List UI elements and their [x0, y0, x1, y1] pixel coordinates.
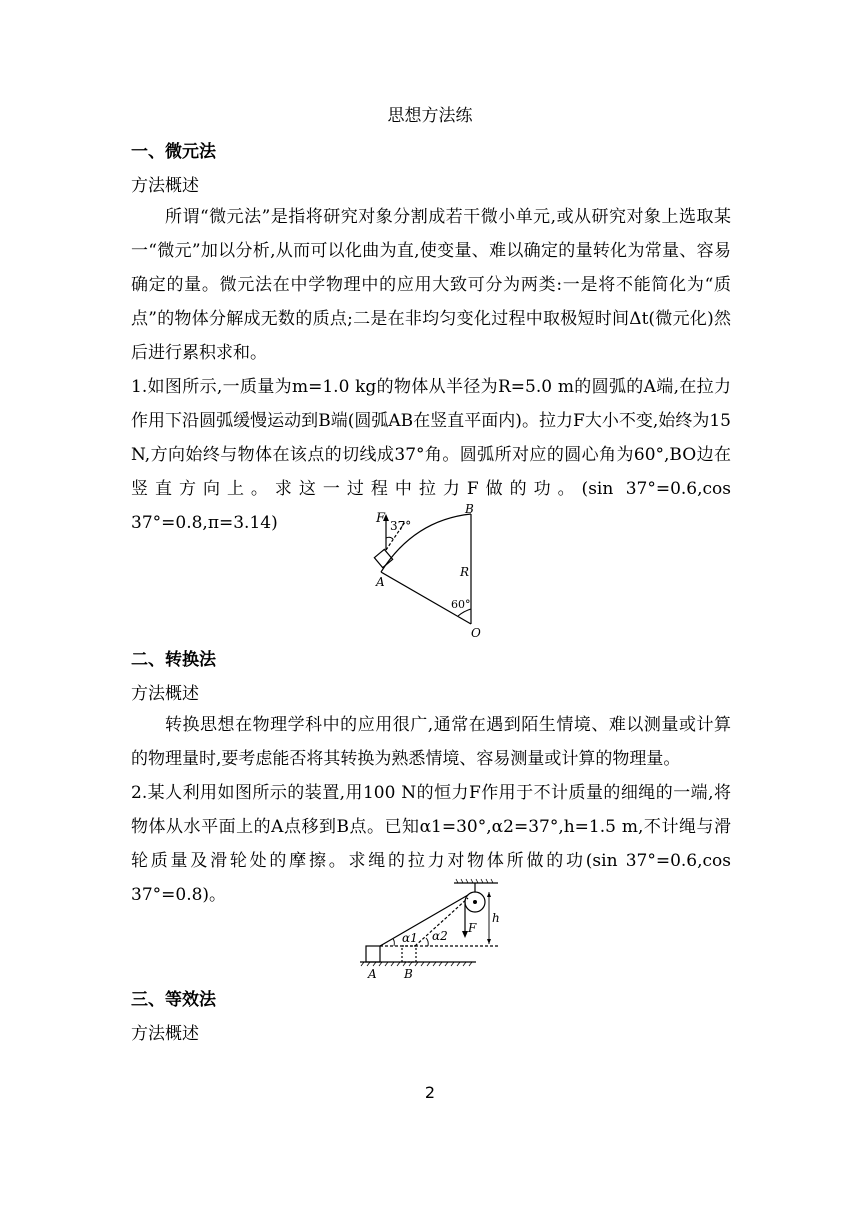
label-h: h — [492, 911, 500, 925]
section-heading-transformation: 二、转换法 — [131, 650, 216, 670]
label-37-degrees: 37° — [390, 519, 412, 533]
page-number: 2 — [424, 1083, 436, 1102]
block-at-a — [366, 946, 380, 962]
section-heading-micro-element: 一、微元法 — [131, 142, 216, 162]
label-o: O — [471, 626, 481, 640]
pulley-figure — [358, 878, 508, 984]
label-r: R — [460, 565, 470, 579]
method-overview-label: 方法概述 — [131, 1024, 199, 1044]
method-overview-label: 方法概述 — [131, 684, 199, 704]
arc-figure — [360, 500, 500, 642]
method-overview-text: 所谓“微元法”是指将研究对象分割成若干微小单元,或从研究对象上选取某一“微元”加以分析,从而可以化曲为直,使变量、难以确定的量转化为常量、容易确定的量。微元法在中学物理中的应用大致可分为两类:一是将不能简化为“质点”的物体分解成无数的质点;二是在非均匀变化过程中取极短时间Δt(微元化)然后进行累积求和。 — [131, 207, 731, 363]
problem-1-text: 1.如图所示,一质量为m=1.0 kg的物体从半径为R=5.0 m的圆弧的A端,在拉力作用下沿圆弧缓慢运动到B端(圆弧AB在竖直平面内)。拉力F大小不变,始终为15 N,方向始终与物体在该点的切线成37°角。圆弧所对应的圆心角为60°,BO边在竖直方向上。求这一过程中拉力F做的功。(sin 37°=0.6,cos 37°=0.8,π=3.14) — [131, 377, 731, 533]
block-at-b — [402, 946, 416, 962]
method-overview-label: 方法概述 — [131, 176, 199, 196]
label-alpha1: α1 — [402, 931, 418, 945]
label-60-degrees: 60° — [451, 598, 471, 611]
label-b: B — [465, 502, 474, 516]
label-f: F — [468, 921, 477, 935]
method-overview-text: 转换思想在物理学科中的应用很广,通常在遇到陌生情境、难以测量或计算的物理量时,要考虑能否将其转换为熟悉情境、容易测量或计算的物理量。 — [131, 715, 731, 769]
label-a: A — [376, 575, 385, 589]
page-title: 思想方法练 — [387, 106, 473, 126]
label-f: F — [376, 511, 386, 526]
label-alpha2: α2 — [432, 929, 448, 943]
problem-2-text: 2.某人利用如图所示的装置,用100 N的恒力F作用于不计质量的细绳的一端,将物体从水平面上的A点移到B点。已知α1=30°,α2=37°,h=1.5 m,不计绳与滑轮质量及滑轮处的摩擦。求绳的拉力对物体所做的功(sin 37°=0.6,cos 37°=0.8)。 — [131, 783, 731, 905]
label-b: B — [404, 967, 413, 981]
section-heading-equivalence: 三、等效法 — [131, 990, 216, 1010]
label-a: A — [368, 967, 377, 981]
